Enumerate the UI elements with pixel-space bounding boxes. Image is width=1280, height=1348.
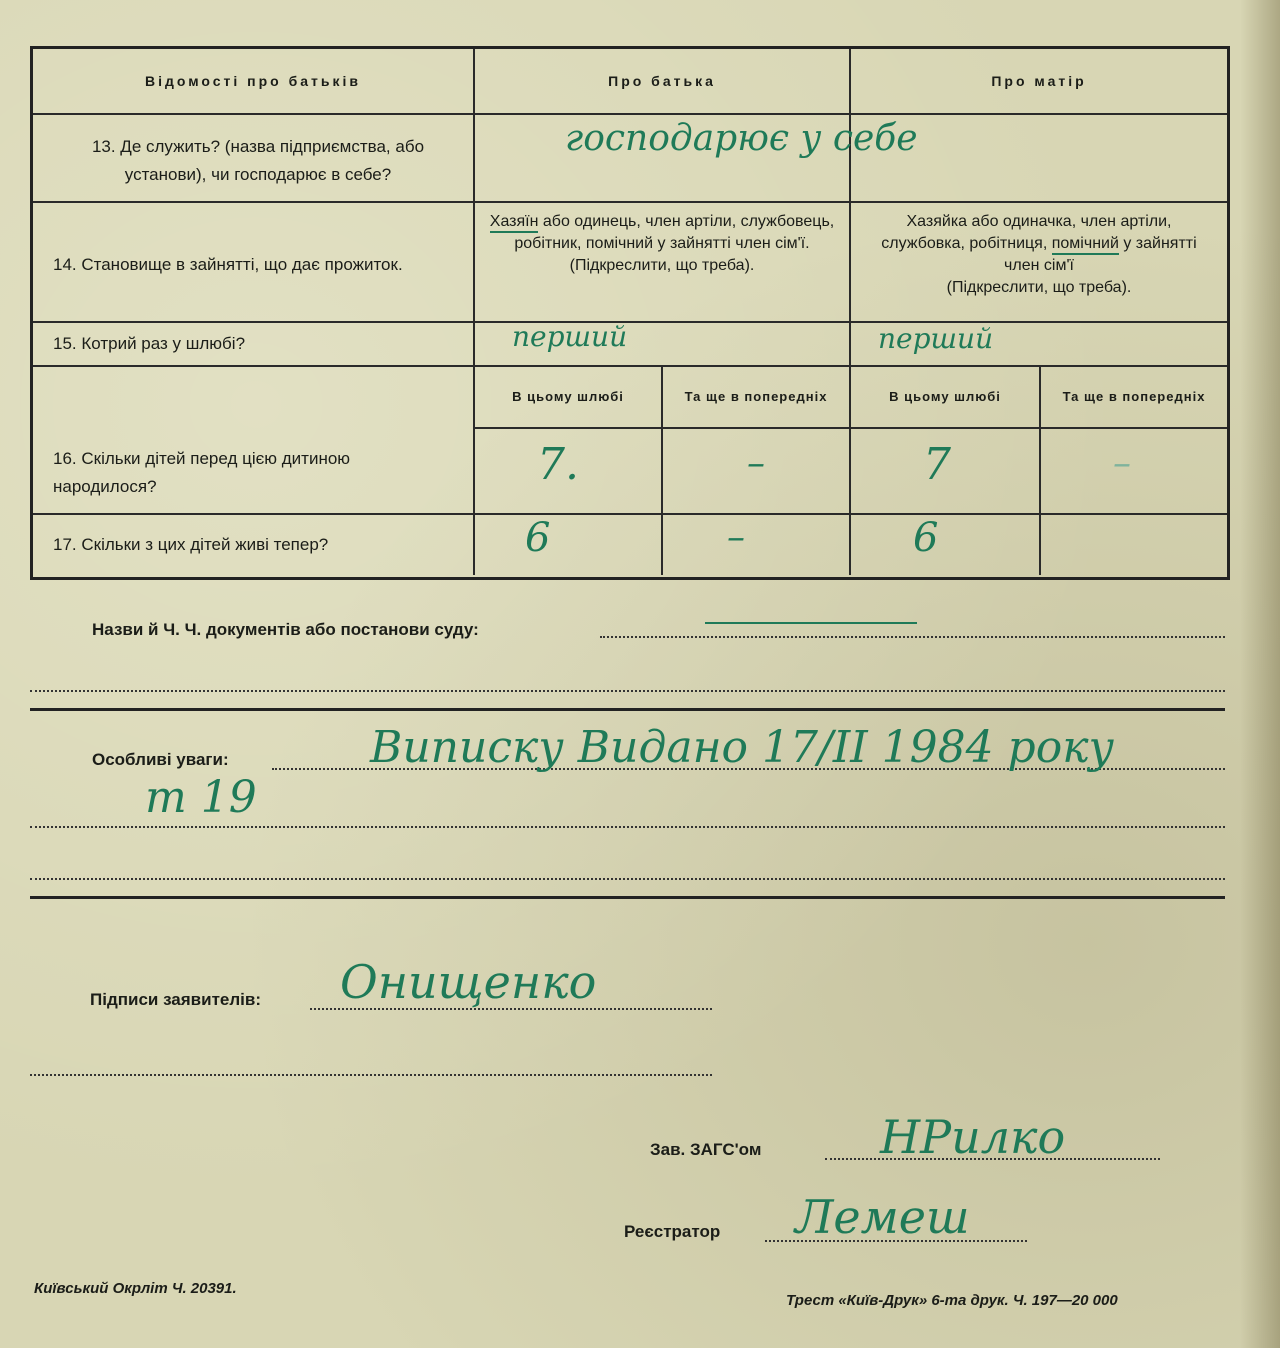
- section-divider-1: [30, 708, 1225, 711]
- sub-father-this: [475, 367, 663, 429]
- header-father-text: Про батька: [608, 73, 716, 89]
- q15-label: [33, 323, 475, 367]
- q14-mother-options[interactable]: [851, 203, 1227, 323]
- footer-right: Трест «Київ-Друк» 6-та друк. Ч. 197—20 000: [786, 1292, 1118, 1309]
- q14-mother-options-text-a: Хазяйка або одиначка, член артіли, службовка, робітниця,: [881, 213, 1172, 252]
- q13-label: [33, 115, 475, 203]
- header-info: [33, 49, 475, 115]
- q16-father-prev[interactable]: [663, 429, 851, 515]
- remarks-label: Особливі уваги:: [92, 750, 229, 769]
- q17-father-this-value: 6: [525, 515, 551, 561]
- q17-mother-this-value: 6: [913, 515, 939, 561]
- q17-father-prev[interactable]: [663, 515, 851, 575]
- header-info-text: Відомості про батьків: [144, 73, 362, 89]
- q17-father-prev-value: –: [727, 517, 745, 558]
- documents-line-1[interactable]: [600, 636, 1225, 638]
- head-registry-signature: НРилко: [880, 1110, 1066, 1164]
- q13-handwritten-answer: господарює у себе: [565, 118, 918, 159]
- q17-label-text: 17. Скільки з цих дітей живі тепер?: [53, 535, 329, 554]
- applicants-signature-line-2[interactable]: [30, 1074, 712, 1076]
- header-father: [475, 49, 851, 115]
- q16-father-this[interactable]: [475, 429, 663, 515]
- q14-label: [33, 203, 475, 323]
- q14-father-note: (Підкреслити, що треба).: [569, 257, 755, 274]
- page-edge-shadow: [1240, 0, 1280, 1348]
- registrar-label: Реєстратор: [624, 1222, 721, 1241]
- q15-label-text: 15. Котрий раз у шлюбі?: [53, 334, 246, 353]
- sub-father-this-text: В цьому шлюбі: [512, 389, 624, 404]
- header-mother: [851, 49, 1227, 115]
- sub-father-prev: [663, 367, 851, 429]
- q16-label: 16. Скільки дітей перед цією дитиною народилося?: [53, 449, 351, 496]
- q14-label-text: 14. Становище в зайнятті, що дає прожиток.: [53, 255, 403, 274]
- q13-label-text: 13. Де служить? (назва підприємства, або установи), чи господарює в себе?: [91, 137, 425, 184]
- applicants-signature-label: Підписи заявителів:: [90, 990, 261, 1009]
- q15-mother-handwritten: перший: [878, 322, 994, 355]
- q14-mother-note: (Підкреслити, що треба).: [946, 279, 1132, 296]
- remarks-handwritten-line2: т 19: [145, 772, 257, 823]
- q16-mother-prev-value: –: [1113, 443, 1131, 484]
- q17-mother-prev[interactable]: [1041, 515, 1227, 575]
- sub-mother-this: [851, 367, 1041, 429]
- remarks-handwritten-line1: Виписку Видано 17/ІІ 1984 року: [370, 722, 1115, 773]
- q16-father-this-value: 7.: [537, 439, 579, 490]
- registrar-signature: Лемеш: [795, 1190, 970, 1244]
- sub-father-prev-text: Та ще в попередніх: [684, 389, 828, 404]
- remarks-line-2[interactable]: [30, 826, 1225, 828]
- q15-father-handwritten: перший: [512, 320, 628, 353]
- q14-father-options-text: або одинець, член артіли, службовець, робітник, помічний у зайнятті член сім'ї.: [514, 213, 835, 252]
- q14-father-options[interactable]: [475, 203, 851, 323]
- q14-mother-selected: помічний: [1052, 235, 1119, 255]
- section-divider-2: [30, 896, 1225, 899]
- q16-mother-prev[interactable]: [1041, 429, 1227, 515]
- q17-father-this[interactable]: [475, 515, 663, 575]
- footer-left: Київський Окрліт Ч. 20391.: [34, 1280, 237, 1297]
- q16-mother-this[interactable]: [851, 429, 1041, 515]
- q14-father-selected: Хазяїн: [490, 213, 539, 233]
- header-mother-text: Про матір: [991, 73, 1087, 89]
- sub-mother-prev: [1041, 367, 1227, 429]
- sub-mother-this-text: В цьому шлюбі: [889, 389, 1001, 404]
- q17-label: [33, 515, 475, 575]
- q14-mother-options-text-b: у зайнятті член сім'ї: [1004, 235, 1197, 274]
- q17-mother-this[interactable]: [851, 515, 1041, 575]
- sub-mother-prev-text: Та ще в попередніх: [1062, 389, 1206, 404]
- head-registry-label: Зав. ЗАГС'ом: [650, 1140, 762, 1159]
- documents-pen-stroke: [705, 622, 917, 624]
- documents-line-2[interactable]: [30, 690, 1225, 692]
- q16-father-prev-value: –: [747, 443, 765, 484]
- q16-mother-this-value: 7: [923, 439, 951, 490]
- q16-label-cell: [33, 367, 475, 515]
- remarks-line-3[interactable]: [30, 878, 1225, 880]
- documents-label: Назви й Ч. Ч. документів або постанови суду:: [92, 620, 479, 639]
- applicants-signature: Онищенко: [340, 955, 597, 1009]
